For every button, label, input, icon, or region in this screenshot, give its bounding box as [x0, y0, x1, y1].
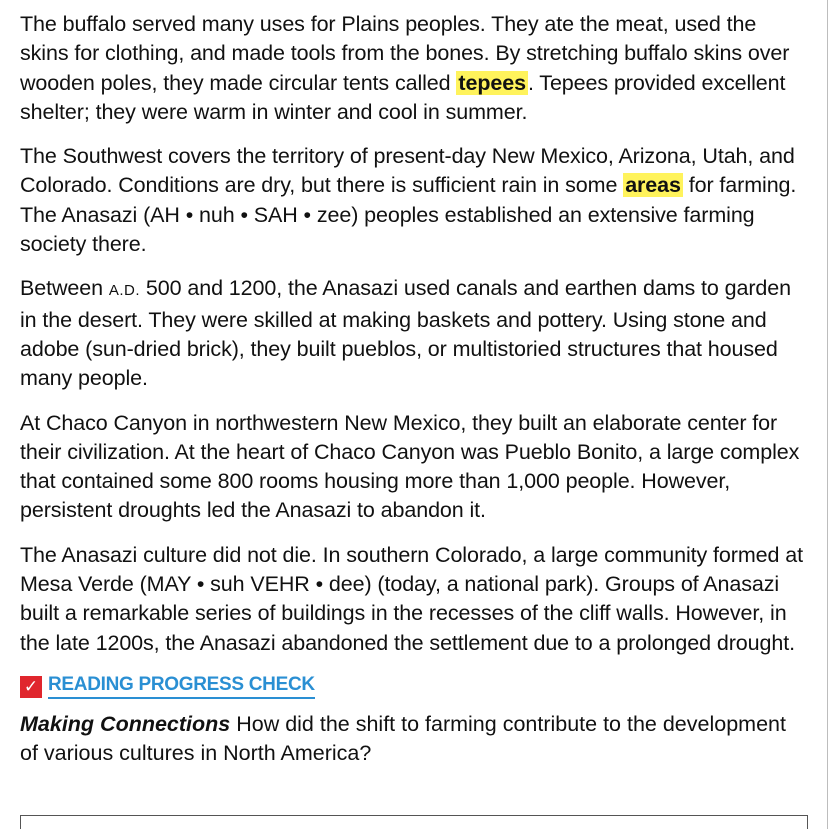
reading-content — [20, 10, 806, 769]
question-lead: Making Connections — [20, 711, 231, 736]
question-text: How did the shift to farming contribute to the development of various cultures in North America? — [20, 711, 786, 766]
answer-input-box[interactable] — [20, 815, 808, 829]
paragraph-chaco-canyon: At Chaco Canyon in northwestern New Mexico, they built an elaborate center for their civilization. At the heart of Chaco Canyon was Pueblo Bonito, a large complex that contained some 800 rooms housing more than 1,000 people. However, persistent droughts led the Anasazi to abandon it. — [20, 410, 800, 523]
reading-progress-check-header — [20, 674, 806, 700]
paragraph-text: 500 and 1200, the Anasazi used canals and earthen dams to garden in the desert. They were skilled at making baskets and pottery. Using stone and adobe (sun-dried brick), they built pueblos, or multistoried structures that housed many people. — [20, 276, 791, 391]
vocab-term-areas[interactable]: areas — [625, 173, 681, 198]
paragraph-text: . Tepees provided excellent shelter; they were warm in winter and cool in summer. — [20, 70, 786, 124]
paragraph-text: for farming. The Anasazi (AH • nuh • SAH • zee) peoples established an extensive farming society there. — [20, 173, 797, 257]
vocab-term-tepees[interactable]: tepees — [458, 70, 526, 95]
paragraph-buffalo — [20, 10, 806, 127]
paragraph-text: The Southwest covers the territory of present-day New Mexico, Arizona, Utah, and Colorado. Conditions are dry, but there is sufficient rain in some — [20, 144, 795, 198]
paragraph-text: Between — [20, 276, 109, 301]
era-abbreviation: A.D. — [108, 282, 141, 300]
paragraph-text: The buffalo served many uses for Plains peoples. They ate the meat, used the skins for clothing, and made tools from the bones. By stretching buffalo skins over wooden poles, they made circular tents called — [20, 12, 790, 95]
paragraph-anasazi-farming — [20, 274, 806, 393]
paragraph-mesa-verde: The Anasazi culture did not die. In southern Colorado, a large community formed at Mesa Verde (MAY • suh VEHR • dee) (today, a national park). Groups of Anasazi built a remarkable series of buildings in the recesses of the cliff walls. However, in the late 1200s, the Anasazi abandoned the settlement due to a prolonged drought. — [20, 542, 803, 655]
paragraph-southwest — [20, 142, 806, 259]
progress-question — [20, 710, 806, 769]
reading-progress-check-label: READING PROGRESS CHECK — [48, 674, 315, 699]
checkmark-icon: ✓ — [20, 676, 42, 698]
